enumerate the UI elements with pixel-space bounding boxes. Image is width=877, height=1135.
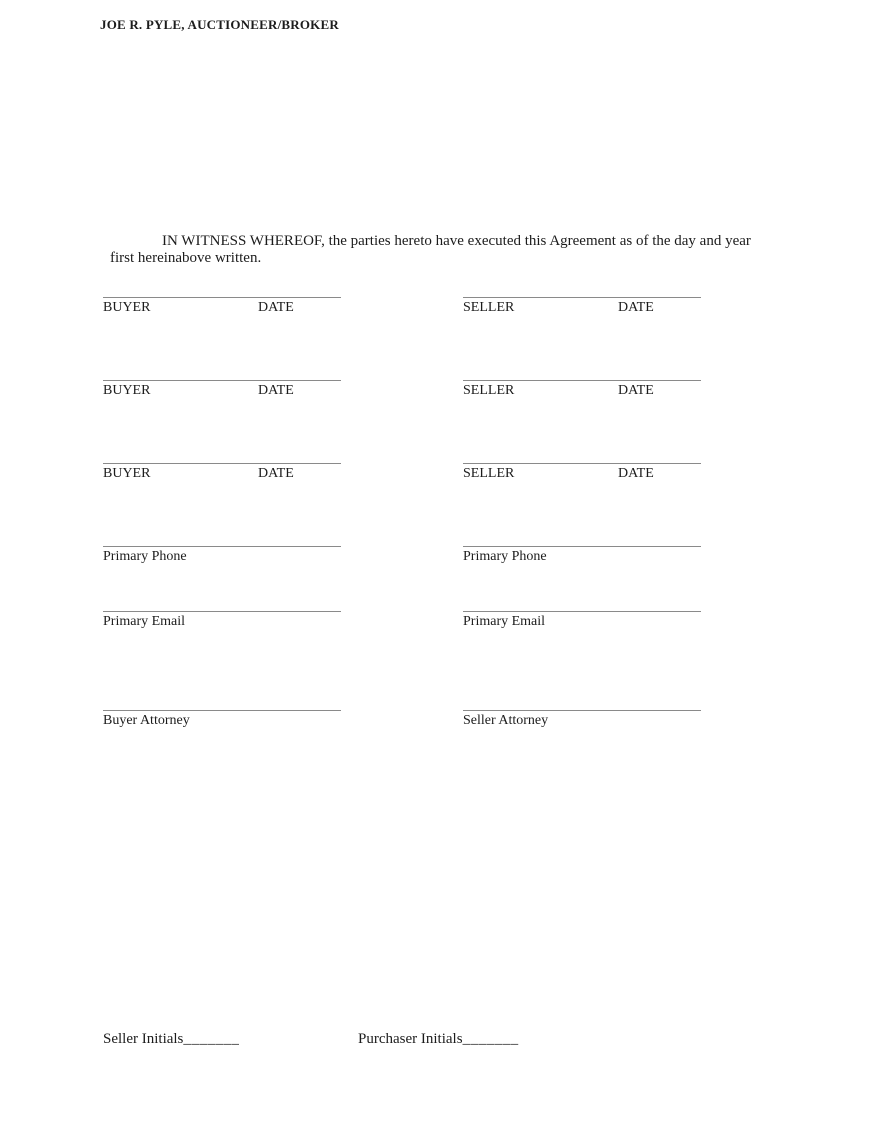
party-label: SELLER (463, 383, 515, 398)
purchaser-initials-label: Purchaser Initials (358, 1031, 463, 1047)
seller-attorney-block (463, 710, 701, 729)
date-label: DATE (258, 383, 294, 398)
seller-email-block (463, 611, 701, 630)
seller-signature-block (463, 380, 701, 399)
buyer-signature-block (103, 463, 341, 482)
seller-signature-block (463, 463, 701, 482)
signature-labels (463, 300, 701, 316)
field-label: Seller Attorney (463, 713, 549, 728)
seller-initials-label: Seller Initials (103, 1031, 184, 1047)
seller-initials-blank: _______ (183, 1031, 240, 1047)
broker-header: JOE R. PYLE, AUCTIONEER/BROKER (100, 17, 339, 32)
fill-in-line (463, 611, 701, 612)
party-label: BUYER (103, 300, 151, 315)
fill-in-line (103, 710, 341, 711)
signature-line (463, 380, 701, 381)
fill-in-line (103, 546, 341, 547)
seller-signature-block (463, 297, 701, 316)
signature-labels (103, 300, 341, 316)
purchaser-initials (358, 1031, 519, 1048)
signature-line (463, 297, 701, 298)
signature-labels (463, 383, 701, 399)
seller-initials (103, 1031, 239, 1048)
witness-clause: IN WITNESS WHEREOF, the parties hereto have executed this Agreement as of the day and year first hereinabove written. (110, 233, 751, 266)
field-label: Primary Email (463, 614, 546, 629)
party-label: SELLER (463, 300, 515, 315)
buyer-signature-block (103, 380, 341, 399)
signature-line (103, 463, 341, 464)
field-label: Primary Phone (103, 549, 187, 564)
signature-labels (103, 466, 341, 482)
party-label: SELLER (463, 466, 515, 481)
signature-labels (103, 383, 341, 399)
date-label: DATE (618, 300, 654, 315)
field-label: Primary Phone (463, 549, 547, 564)
fill-in-line (103, 611, 341, 612)
field-label: Primary Email (103, 614, 186, 629)
purchaser-initials-blank: _______ (462, 1031, 519, 1047)
buyer-attorney-block (103, 710, 341, 729)
field-label: Buyer Attorney (103, 713, 190, 728)
fill-in-line (463, 546, 701, 547)
date-label: DATE (618, 383, 654, 398)
date-label: DATE (258, 300, 294, 315)
date-label: DATE (258, 466, 294, 481)
buyer-signature-block (103, 297, 341, 316)
seller-phone-block (463, 546, 701, 565)
buyer-phone-block (103, 546, 341, 565)
signature-line (103, 380, 341, 381)
date-label: DATE (618, 466, 654, 481)
party-label: BUYER (103, 466, 151, 481)
signature-line (463, 463, 701, 464)
signature-labels (463, 466, 701, 482)
party-label: BUYER (103, 383, 151, 398)
signature-line (103, 297, 341, 298)
buyer-email-block (103, 611, 341, 630)
fill-in-line (463, 710, 701, 711)
